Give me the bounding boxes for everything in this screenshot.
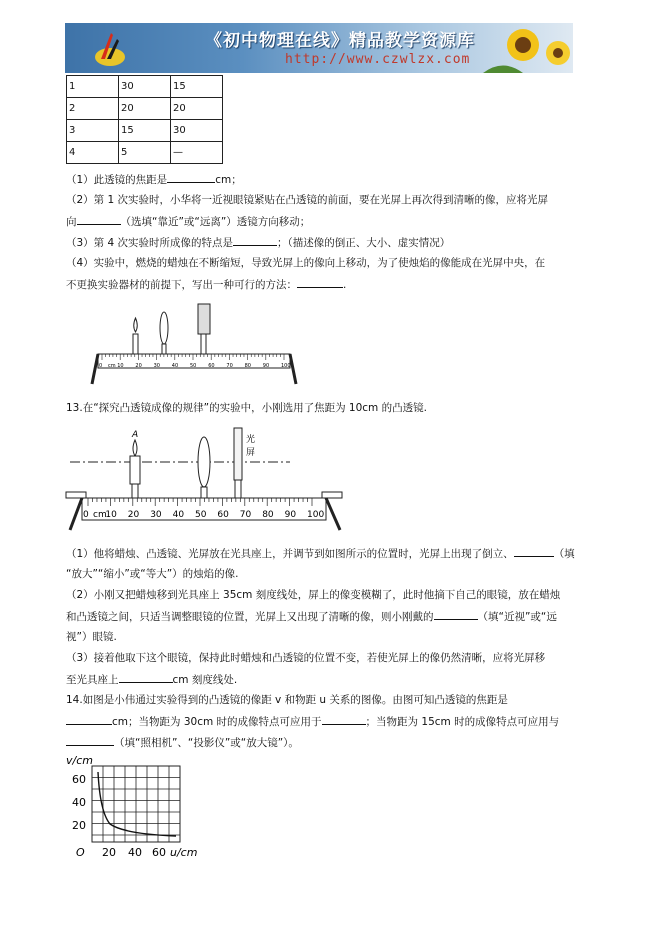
bench-scale-label: 80 bbox=[244, 363, 251, 369]
q14-line2 bbox=[66, 712, 559, 732]
graph-curve bbox=[98, 772, 176, 836]
answer-blank[interactable] bbox=[119, 670, 173, 683]
q14-line2-text-b: ；当物距为 15cm 时的成像特点可应用与 bbox=[365, 716, 560, 728]
bench-scale-label: 30 bbox=[153, 363, 160, 369]
graph-origin: O bbox=[76, 846, 85, 859]
bench-scale-label: 70 bbox=[239, 510, 252, 520]
table-cell: 20 bbox=[171, 98, 223, 120]
graph-ylabel: v/cm bbox=[66, 754, 93, 767]
optical-bench-figure-2 bbox=[62, 422, 346, 534]
graph-ytick: 40 bbox=[72, 796, 86, 809]
optical-bench-figure-1 bbox=[88, 298, 300, 386]
answer-blank[interactable] bbox=[233, 233, 277, 246]
bench-scale-label: cm bbox=[93, 510, 107, 520]
q12-part1 bbox=[66, 170, 242, 190]
banner-title: 《初中物理在线》精品教学资源库 bbox=[205, 31, 475, 51]
q13-part2-line3: 视”）眼镜. bbox=[66, 631, 117, 643]
q13-part1-line1 bbox=[66, 544, 575, 564]
graph-xtick: 20 bbox=[102, 846, 116, 859]
graph-ytick: 60 bbox=[72, 773, 86, 786]
q12-part2-line1: （2）第 1 次实验时，小华将一近视眼镜紧贴在凸透镜的前面，要在光屏上再次得到清晰的像，应将光屏 bbox=[66, 194, 549, 206]
bench-scale-label: 100 bbox=[307, 510, 325, 520]
bench-scale-label: 20 bbox=[135, 363, 142, 369]
table-cell: 3 bbox=[67, 120, 119, 142]
table-cell: — bbox=[171, 142, 223, 164]
bench-scale-label: 80 bbox=[262, 510, 274, 520]
q13-part3-line1: （3）接着他取下这个眼镜，保持此时蜡烛和凸透镜的位置不变，若使光屏上的像仍然清晰，应将光屏移 bbox=[66, 652, 546, 664]
v-u-graph bbox=[66, 752, 216, 862]
q12-part1-unit: cm； bbox=[215, 174, 242, 186]
bench-scale-label: 10 bbox=[117, 363, 124, 369]
answer-blank[interactable] bbox=[167, 170, 215, 183]
table-cell: 5 bbox=[119, 142, 171, 164]
graph-xtick: 60 bbox=[152, 846, 166, 859]
sunflower-icon bbox=[463, 23, 573, 73]
q13-part3-text: 至光具座上 bbox=[66, 674, 119, 686]
table-cell: 15 bbox=[171, 76, 223, 98]
table-row bbox=[67, 76, 223, 98]
answer-blank[interactable] bbox=[66, 712, 112, 725]
answer-blank[interactable] bbox=[297, 275, 343, 288]
q13-stem: 13.在“探究凸透镜成像的规律”的实验中，小刚选用了焦距为 10cm 的凸透镜. bbox=[66, 402, 427, 414]
bench-scale-label: 100 bbox=[281, 363, 291, 369]
screen-label-2: 屏 bbox=[246, 448, 256, 458]
banner-url: http://www.czwlzx.com bbox=[285, 52, 471, 67]
q13-part1-line2: “放大”“缩小”或“等大”）的烛焰的像. bbox=[66, 568, 239, 580]
q12-part1-text: （1）此透镜的焦距是 bbox=[66, 174, 168, 186]
graph-xtick: 40 bbox=[128, 846, 142, 859]
answer-blank[interactable] bbox=[434, 607, 478, 620]
q14-line3-text: （填“照相机”、“投影仪”或“放大镜”）。 bbox=[114, 737, 299, 749]
table-row bbox=[67, 120, 223, 142]
answer-blank[interactable] bbox=[322, 712, 366, 725]
q14-line2-text-a: cm；当物距为 30cm 时的成像特点可应用于 bbox=[112, 716, 322, 728]
table-cell: 4 bbox=[67, 142, 119, 164]
bench-scale-label: 0 bbox=[99, 363, 103, 369]
bench-scale-label: 40 bbox=[171, 363, 179, 369]
candle-label: A bbox=[132, 430, 139, 440]
q14-line1: 14.如图是小伟通过实验得到的凸透镜的像距 v 和物距 u 关系的图像。由图可知凸透镜的焦距是 bbox=[66, 694, 508, 706]
screen-label-1: 光 bbox=[246, 435, 256, 445]
q13-part2-line1: （2）小刚又把蜡烛移到光具座上 35cm 刻度线处，屏上的像变模糊了，此时他摘下自己的眼镜，放在蜡烛 bbox=[66, 589, 561, 601]
bench-scale-label: 0 bbox=[83, 510, 89, 520]
graph-xlabel: u/cm bbox=[170, 846, 198, 859]
q12-part3-text: （3）第 4 次实验时所成像的特点是 bbox=[66, 237, 234, 249]
table-cell: 30 bbox=[119, 76, 171, 98]
table-cell: 20 bbox=[119, 98, 171, 120]
table-row bbox=[67, 142, 223, 164]
table-cell: 1 bbox=[67, 76, 119, 98]
bench-scale-label: 60 bbox=[208, 363, 215, 369]
graph-ytick: 20 bbox=[72, 819, 86, 832]
experiment-table bbox=[66, 75, 223, 164]
bench-scale-label: 20 bbox=[127, 510, 140, 520]
q12-part3-tail: ；（描述像的倒正、大小、虚实情况） bbox=[277, 237, 451, 249]
q12-part4-line1: （4）实验中，燃烧的蜡烛在不断缩短，导致光屏上的像向上移动，为了使烛焰的像能成在光屏中央，在 bbox=[66, 257, 546, 269]
q12-part4-tail: . bbox=[343, 279, 347, 291]
bench-scale-label: 50 bbox=[195, 510, 207, 520]
bench-scale-label: 90 bbox=[262, 363, 270, 369]
bench-scale-label: 40 bbox=[172, 510, 185, 520]
site-logo-icon bbox=[93, 29, 127, 69]
bench-scale-label: 30 bbox=[150, 510, 162, 520]
table-row bbox=[67, 98, 223, 120]
bench-scale-label: 70 bbox=[226, 363, 233, 369]
bench-scale-label: 90 bbox=[284, 510, 297, 520]
q13-part1-tail: （填 bbox=[553, 548, 575, 560]
answer-blank[interactable] bbox=[514, 544, 554, 557]
q13-part1-text: （1）他将蜡烛、凸透镜、光屏放在光具座上，并调节到如图所示的位置时，光屏上出现了倒立、 bbox=[66, 548, 514, 560]
q13-part2-tail: （填“近视”或“远 bbox=[477, 611, 557, 623]
table-cell: 2 bbox=[67, 98, 119, 120]
table-cell: 15 bbox=[119, 120, 171, 142]
q12-part4-text: 不更换实验器材的前提下，写出一种可行的方法： bbox=[66, 279, 297, 291]
q12-part2-text: 向 bbox=[66, 216, 77, 228]
bench-scale-label: 60 bbox=[217, 510, 229, 520]
bench-scale-label: 10 bbox=[105, 510, 117, 520]
table-cell: 30 bbox=[171, 120, 223, 142]
q14-line3 bbox=[66, 733, 299, 753]
q12-part3 bbox=[66, 233, 450, 253]
q13-part2-line2 bbox=[66, 607, 557, 627]
q13-part3-tail: cm 刻度线处. bbox=[172, 674, 238, 686]
answer-blank[interactable] bbox=[77, 212, 121, 225]
q12-part2-tail: （选填“靠近”或“远离”）透镜方向移动； bbox=[120, 216, 311, 228]
bench-scale-label: cm bbox=[108, 363, 116, 369]
answer-blank[interactable] bbox=[66, 733, 114, 746]
q12-part2-line2 bbox=[66, 212, 310, 232]
bench-scale-label: 50 bbox=[190, 363, 197, 369]
q13-part3-line2 bbox=[66, 670, 237, 690]
header-banner bbox=[65, 23, 573, 73]
q12-part4-line2 bbox=[66, 275, 346, 295]
q13-part2-text: 和凸透镜之间，只适当调整眼镜的位置，光屏上又出现了清晰的像，则小刚戴的 bbox=[66, 611, 434, 623]
